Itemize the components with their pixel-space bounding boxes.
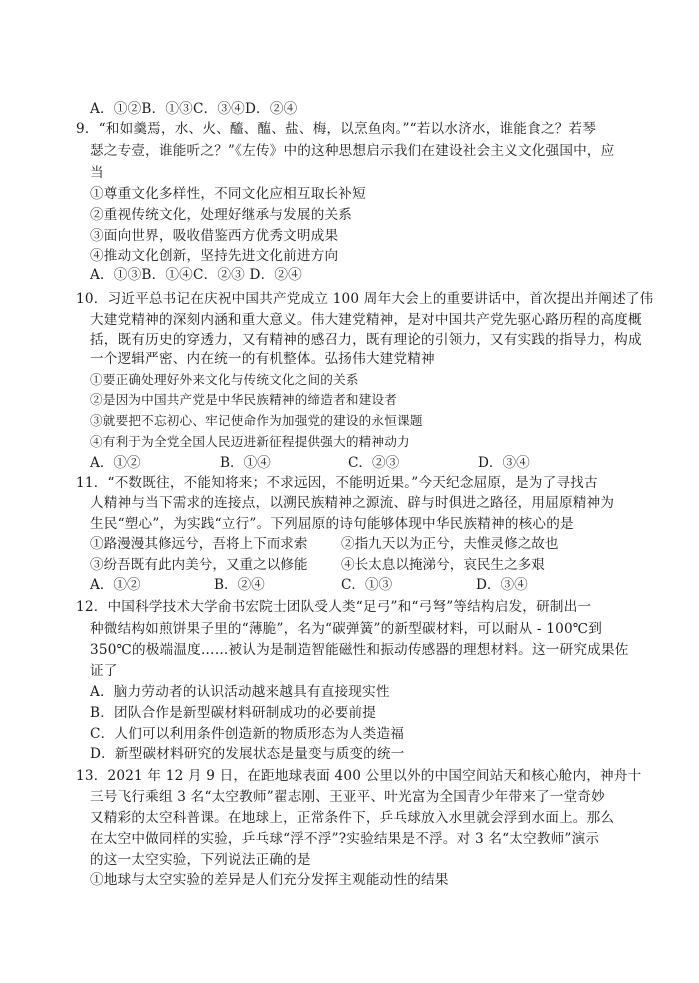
q10-stem-line-1: 10．习近平总书记在庆祝中国共产党成立 100 周年大会上的重要讲话中，首次提出并阐述了伟 — [76, 291, 654, 307]
q10-option-d: D．③④ — [478, 455, 530, 471]
q11-option-c: C．①③ — [341, 577, 393, 593]
q9-options: A．①③B．①④C．②③ D．②④ — [90, 267, 302, 283]
q11-item-4: ④长太息以掩涕兮，哀民生之多艰 — [341, 557, 545, 573]
q10-item-2: ②是因为中国共产党是中华民族精神的缔造者和建设者 — [90, 392, 398, 407]
q13-stem-line-4: 在太空中做同样的实验，乒乓球“浮不浮”?实验结果是不浮。对 3 名“太空教师”演示 — [90, 831, 600, 847]
q11-option-d: D．③④ — [476, 577, 528, 593]
q12-option-c: C．人们可以利用条件创造新的物质形态为人类造福 — [90, 726, 405, 742]
q11-option-a: A．①② — [90, 577, 141, 593]
q9-stem-line-3: 当 — [90, 165, 104, 181]
q12-stem-line-1: 12．中国科学技术大学俞书宏院士团队受人类“足弓”和“弓弩”等结构启发，研制出一 — [76, 599, 592, 615]
q12-option-d: D．新型碳材料研究的发展状态是量变与质变的统一 — [90, 746, 405, 762]
q10-item-4: ④有利于为全党全国人民迈进新征程提供强大的精神动力 — [90, 434, 410, 449]
q10-stem-line-2: 大建党精神的深刻内涵和重大意义。伟大建党精神，是对中国共产党先驱心路历程的高度概 — [90, 312, 642, 328]
q10-item-1: ①要正确处理好外来文化与传统文化之间的关系 — [90, 372, 359, 387]
q8-options: A．①②B．①③C．③④D．②④ — [90, 101, 298, 117]
q13-stem-line-1: 13．2021 年 12 月 9 日，在距地球表面 400 公里以外的中国空间站天和核心舱内，神舟十 — [76, 768, 642, 784]
q9-item-2: ②重视传统文化，处理好继承与发展的关系 — [90, 207, 353, 223]
q11-stem-line-3: 生民“塑心”，为实践“立行”。下列屈原的诗句能够体现中华民族精神的核心的是 — [90, 516, 574, 532]
q11-option-b: B．②④ — [214, 577, 265, 593]
q11-stem-line-1: 11．“不数既往，不能知将来；不求远因，不能明近果。”今天纪念屈原，是为了寻找古 — [76, 475, 598, 491]
q9-item-3: ③面向世界，吸收借鉴西方优秀文明成果 — [90, 228, 339, 244]
q10-stem-line-4: 一个逻辑严密、内在统一的有机整体。弘扬伟大建党精神 — [90, 351, 435, 367]
q12-stem-line-4: 证了 — [90, 663, 118, 679]
q13-stem-line-3: 又精彩的太空科普课。在地球上，正常条件下，乒乓球放入水里就会浮到水面上。那么 — [90, 810, 615, 826]
q11-item-1: ①路漫漫其修远兮，吾将上下而求索 — [90, 536, 308, 552]
q10-option-b: B．①④ — [220, 455, 271, 471]
q12-stem-line-2: 种微结构如煎饼果子里的“薄脆”，名为“碳弹簧”的新型碳材料，可以耐从 - 100℃到 — [90, 621, 602, 637]
q11-item-2: ②指九天以为正兮，夫惟灵修之故也 — [341, 536, 559, 552]
q12-stem-line-3: 350℃的极端温度……被认为是制造智能磁性和振动传感器的理想材料。这一研究成果佐 — [90, 642, 629, 658]
q12-option-a: A．脑力劳动者的认识活动越来越具有直接现实性 — [90, 684, 390, 700]
q9-item-1: ①尊重文化多样性，不同文化应相互取长补短 — [90, 186, 366, 202]
q13-stem-line-2: 三号飞行乘组 3 名“太空教师”翟志刚、王亚平、叶光富为全国青少年带来了一堂奇妙 — [90, 789, 605, 805]
q13-stem-line-5: 的这一太空实验，下列说法正确的是 — [90, 852, 311, 868]
q11-item-3: ③纷吾既有此内美兮，又重之以修能 — [90, 557, 308, 573]
q13-item-1: ①地球与太空实验的差异是人们充分发挥主观能动性的结果 — [90, 872, 449, 888]
q11-stem-line-2: 人精神与当下需求的连接点，以溯民族精神之源流、辟与时俱进之路径，用屈原精神为 — [90, 495, 615, 511]
q9-item-4: ④推动文化创新，坚持先进文化前进方向 — [90, 248, 339, 264]
q12-option-b: B．团队合作是新型碳材料研制成功的必要前提 — [90, 705, 377, 721]
q10-item-3: ③就要把不忘初心、牢记使命作为加强党的建设的永恒课题 — [90, 413, 423, 428]
q9-stem-line-1: 9．“和如羹焉，水、火、醯、醢、盐、梅，以烹鱼肉。”“若以水济水，谁能食之？若琴 — [76, 121, 597, 137]
q10-option-c: C．②③ — [348, 455, 400, 471]
q10-stem-line-3: 括，既有历史的穿透力，又有精神的感召力，既有理论的引领力，又有实践的指导力，构成 — [90, 332, 642, 348]
q9-stem-line-2: 瑟之专壹，谁能听之？”《左传》中的这种思想启示我们在建设社会主义文化强国中，应 — [90, 143, 615, 159]
q10-option-a: A．①② — [90, 455, 141, 471]
